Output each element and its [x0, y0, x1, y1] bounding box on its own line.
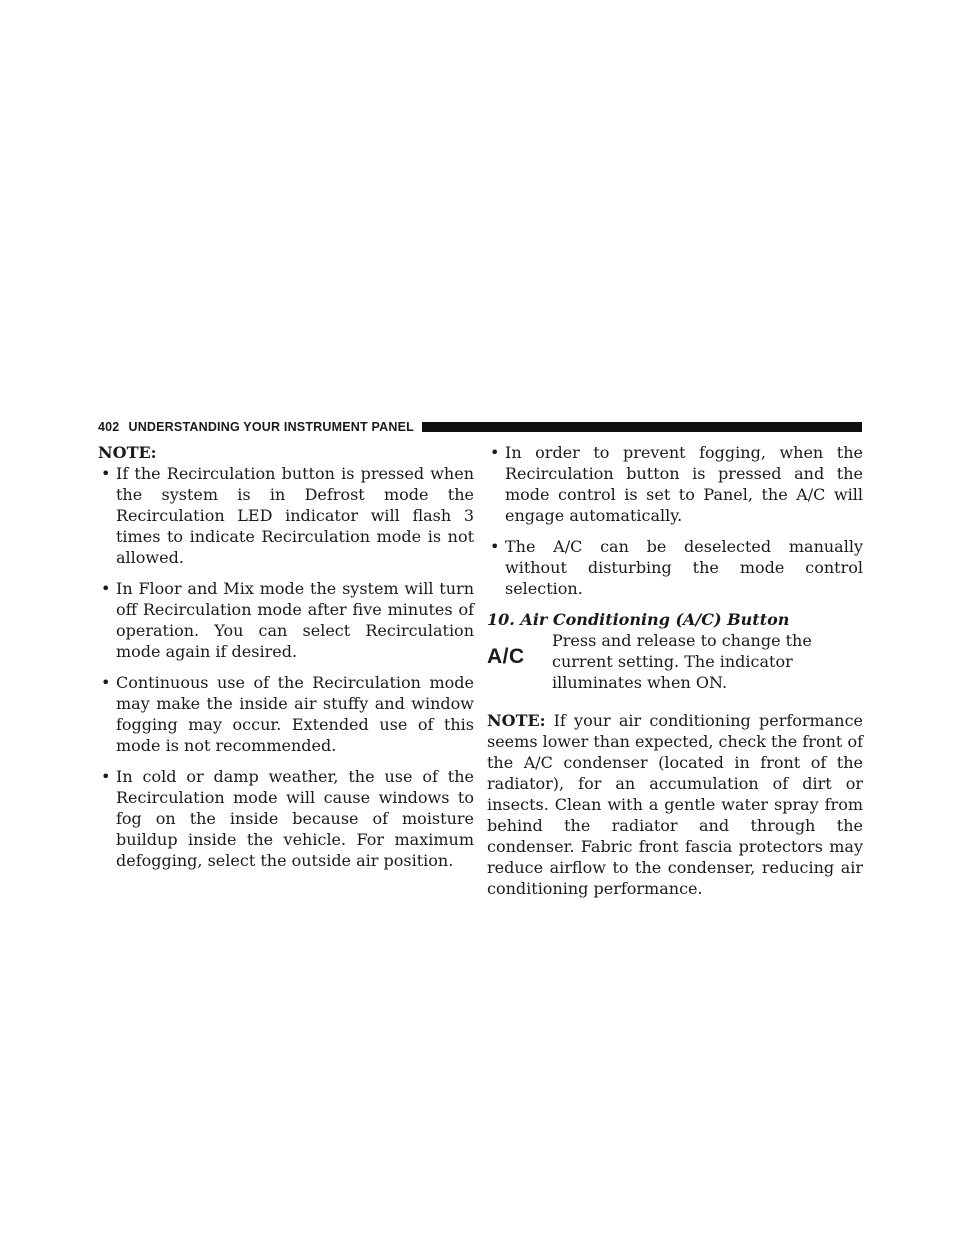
list-item: [487, 442, 863, 526]
bullet-icon: •: [101, 673, 111, 692]
bullet-icon: •: [101, 579, 111, 598]
list-item-text: The A/C can be deselected manually without disturbing the mode control selection.: [505, 537, 863, 598]
bullet-icon: •: [490, 537, 500, 556]
list-item: [98, 578, 474, 662]
list-item: [487, 536, 863, 599]
note-text: If your air conditioning performance seems lower than expected, check the front of the A/C condenser (located in front of the radiator), for an accumulation of dirt or insects. Clean with a gentle water spray from behind the radiator and through the condenser. Fabric front fascia protectors may reduce airflow to the condenser, reducing air conditioning performance.: [487, 711, 863, 898]
ac-button-description: [487, 630, 863, 696]
bullet-icon: •: [101, 767, 111, 786]
left-bullet-list: [98, 463, 474, 871]
page-number: 402: [98, 420, 120, 434]
page-header: [98, 419, 862, 435]
list-item: [98, 766, 474, 871]
section-title: UNDERSTANDING YOUR INSTRUMENT PANEL: [128, 420, 414, 434]
note-label: NOTE:: [487, 711, 546, 730]
ac-note-paragraph: [487, 710, 863, 899]
list-item-text: In cold or damp weather, the use of the Recirculation mode will cause windows to fog on the inside because of moisture buildup inside the vehicle. For maximum defogging, select the outside air position.: [116, 767, 474, 870]
list-item-text: In Floor and Mix mode the system will turn off Recirculation mode after five minutes of operation. You can select Recirculation mode again if desired.: [116, 579, 474, 661]
ac-description-text: Press and release to change the current setting. The indicator illuminates when ON.: [552, 631, 812, 692]
ac-icon: A/C: [487, 645, 525, 668]
bullet-icon: •: [490, 443, 500, 462]
list-item-text: In order to prevent fogging, when the Recirculation button is pressed and the mode control is set to Panel, the A/C will engage automatically.: [505, 443, 863, 525]
note-heading: NOTE:: [98, 443, 157, 462]
list-item-text: Continuous use of the Recirculation mode may make the inside air stuffy and window fogging may occur. Extended use of this mode is not recommended.: [116, 673, 474, 755]
header-rule: [422, 422, 862, 432]
ac-button-subheading: 10. Air Conditioning (A/C) Button: [487, 610, 790, 629]
right-column: [487, 442, 863, 899]
list-item: [98, 463, 474, 568]
left-column: [98, 442, 474, 881]
list-item: [98, 672, 474, 756]
bullet-icon: •: [101, 464, 111, 483]
right-bullet-list: [487, 442, 863, 599]
list-item-text: If the Recirculation button is pressed when the system is in Defrost mode the Recirculation LED indicator will flash 3 times to indicate Recirculation mode is not allowed.: [116, 464, 474, 567]
